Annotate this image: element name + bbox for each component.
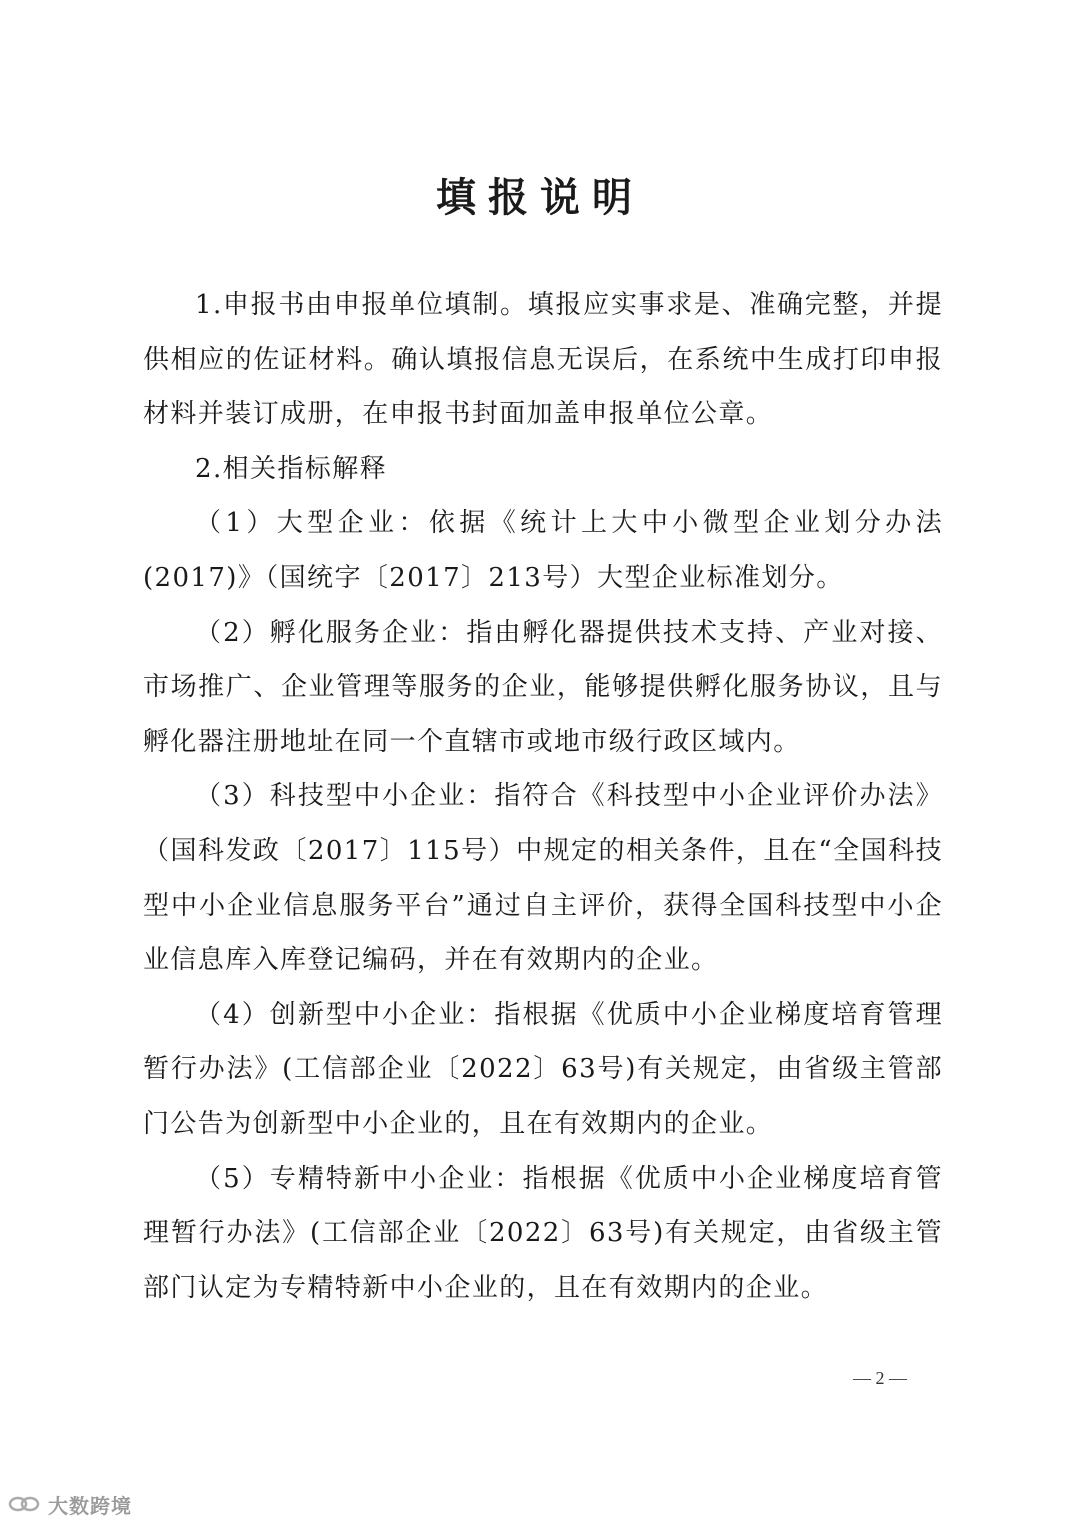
paragraph-7: （5）专精特新中小企业：指根据《优质中小企业梯度培育管理暂行办法》(工信部企业〔2022〕63号)有关规定，由省级主管部门认定为专精特新中小企业的，且在有效期内的企业。 <box>143 1163 943 1303</box>
page-title: 填报说明 <box>436 174 644 221</box>
chain-link-icon <box>8 1494 42 1514</box>
paragraph-3: （1）大型企业：依据《统计上大中小微型企业划分办法(2017)》（国统字〔2017〕213号）大型企业标准划分。 <box>143 508 943 593</box>
paragraph-1: 1.申报书由申报单位填制。填报应实事求是、准确完整，并提供相应的佐证材料。确认填报信息无误后，在系统中生成打印申报材料并装订成册，在申报书封面加盖申报单位公章。 <box>143 290 943 430</box>
paragraph-5: （3）科技型中小企业：指符合《科技型中小企业评价办法》（国科发政〔2017〕115号）中规定的相关条件，且在“全国科技型中小企业信息服务平台”通过自主评价，获得全国科技型中小企业信息库入库登记编码，并在有效期内的企业。 <box>143 781 943 976</box>
paragraph-4: （2）孵化服务企业：指由孵化器提供技术支持、产业对接、市场推广、企业管理等服务的企业，能够提供孵化服务协议，且与孵化器注册地址在同一个直辖市或地市级行政区域内。 <box>143 617 943 757</box>
document-body <box>143 278 943 1315</box>
paragraph-6: （4）创新型中小企业：指根据《优质中小企业梯度培育管理暂行办法》(工信部企业〔2022〕63号)有关规定，由省级主管部门公告为创新型中小企业的，且在有效期内的企业。 <box>143 999 943 1139</box>
paragraph-2: 2.相关指标解释 <box>195 453 388 484</box>
watermark-text: 大数跨境 <box>48 1493 132 1518</box>
watermark <box>8 1490 132 1518</box>
page-number: — 2 — <box>853 1368 907 1388</box>
